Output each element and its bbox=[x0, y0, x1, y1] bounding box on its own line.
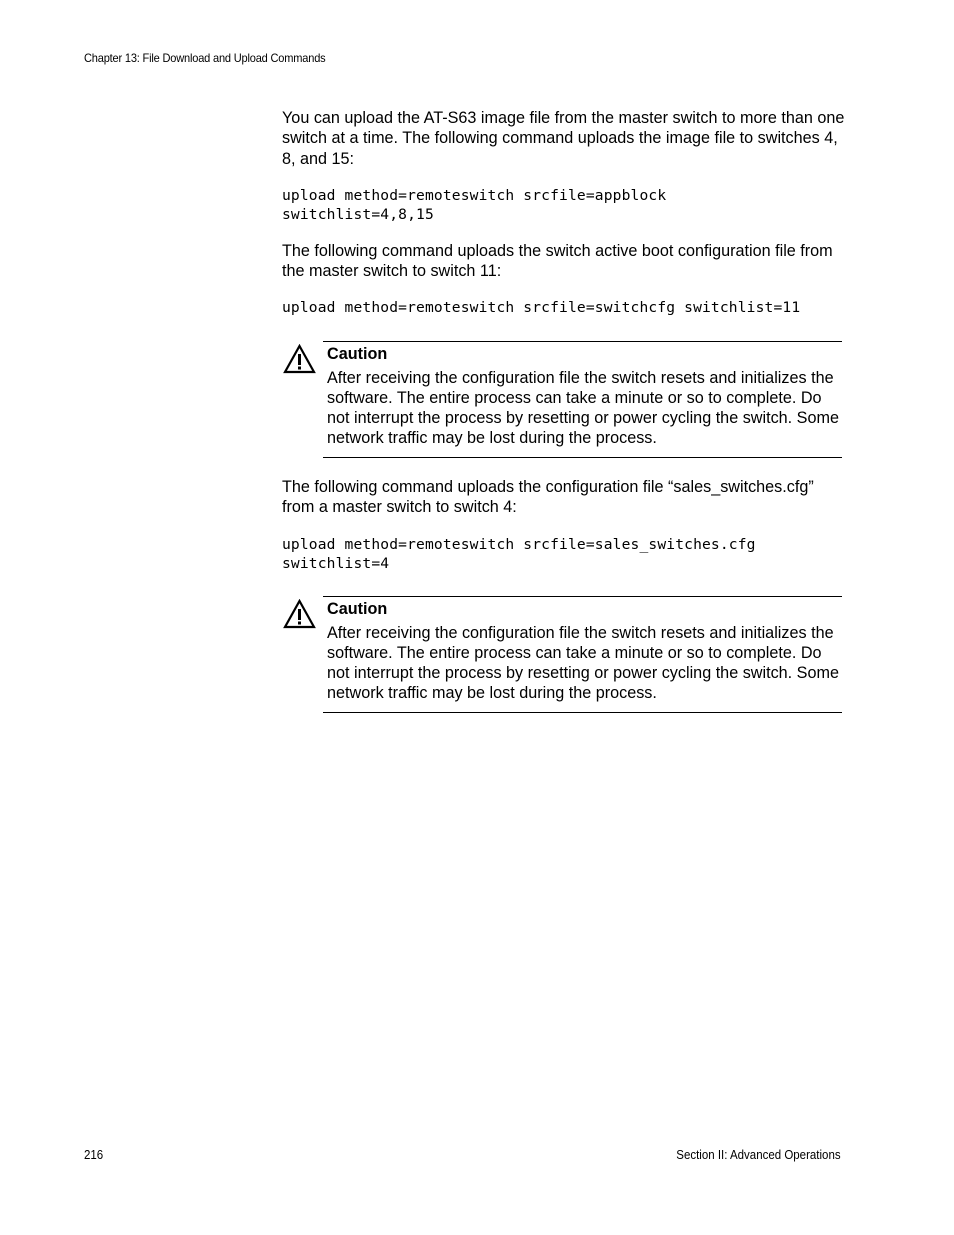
intro-paragraph: You can upload the AT-S63 image file from the master switch to more than one switch at a time. The following command uploads the image file to switches 4, 8, and 15: bbox=[282, 109, 845, 168]
caution-text: After receiving the configuration file the switch resets and initializes the software. The entire process can take a minute or so to complete. Do not interrupt the process by resetting or power cycling the switch. Some network traffic may be lost during the process. bbox=[327, 624, 839, 703]
caution-box bbox=[282, 341, 842, 459]
code-block-appblock bbox=[282, 186, 847, 224]
page-number: 216 bbox=[84, 1148, 104, 1162]
divider bbox=[323, 596, 842, 597]
code-block-switchcfg bbox=[282, 298, 847, 317]
page-header: Chapter 13: File Download and Upload Commands bbox=[84, 51, 326, 65]
divider bbox=[323, 457, 842, 458]
caution-title: Caution bbox=[327, 600, 388, 618]
code-line: upload method=remoteswitch srcfile=sales_switches.cfg bbox=[282, 536, 756, 553]
code-line: upload method=remoteswitch srcfile=switchcfg switchlist=11 bbox=[282, 299, 801, 316]
divider bbox=[323, 712, 842, 713]
warning-triangle-icon bbox=[283, 344, 316, 374]
code-line: switchlist=4 bbox=[282, 555, 390, 572]
sales-config-paragraph: The following command uploads the configuration file “sales_switches.cfg” from a master switch to switch 4: bbox=[282, 478, 814, 517]
code-line: upload method=remoteswitch srcfile=appblock bbox=[282, 187, 667, 204]
caution-box bbox=[282, 596, 842, 714]
divider bbox=[323, 341, 842, 342]
caution-title: Caution bbox=[327, 345, 388, 363]
code-line: switchlist=4,8,15 bbox=[282, 206, 434, 223]
section-title: Section II: Advanced Operations bbox=[676, 1148, 841, 1162]
boot-config-paragraph: The following command uploads the switch active boot configuration file from the master switch to switch 11: bbox=[282, 242, 833, 281]
warning-triangle-icon bbox=[283, 599, 316, 629]
caution-text: After receiving the configuration file the switch resets and initializes the software. The entire process can take a minute or so to complete. Do not interrupt the process by resetting or power cycling the switch. Some network traffic may be lost during the process. bbox=[327, 369, 839, 448]
code-block-sales bbox=[282, 535, 847, 573]
